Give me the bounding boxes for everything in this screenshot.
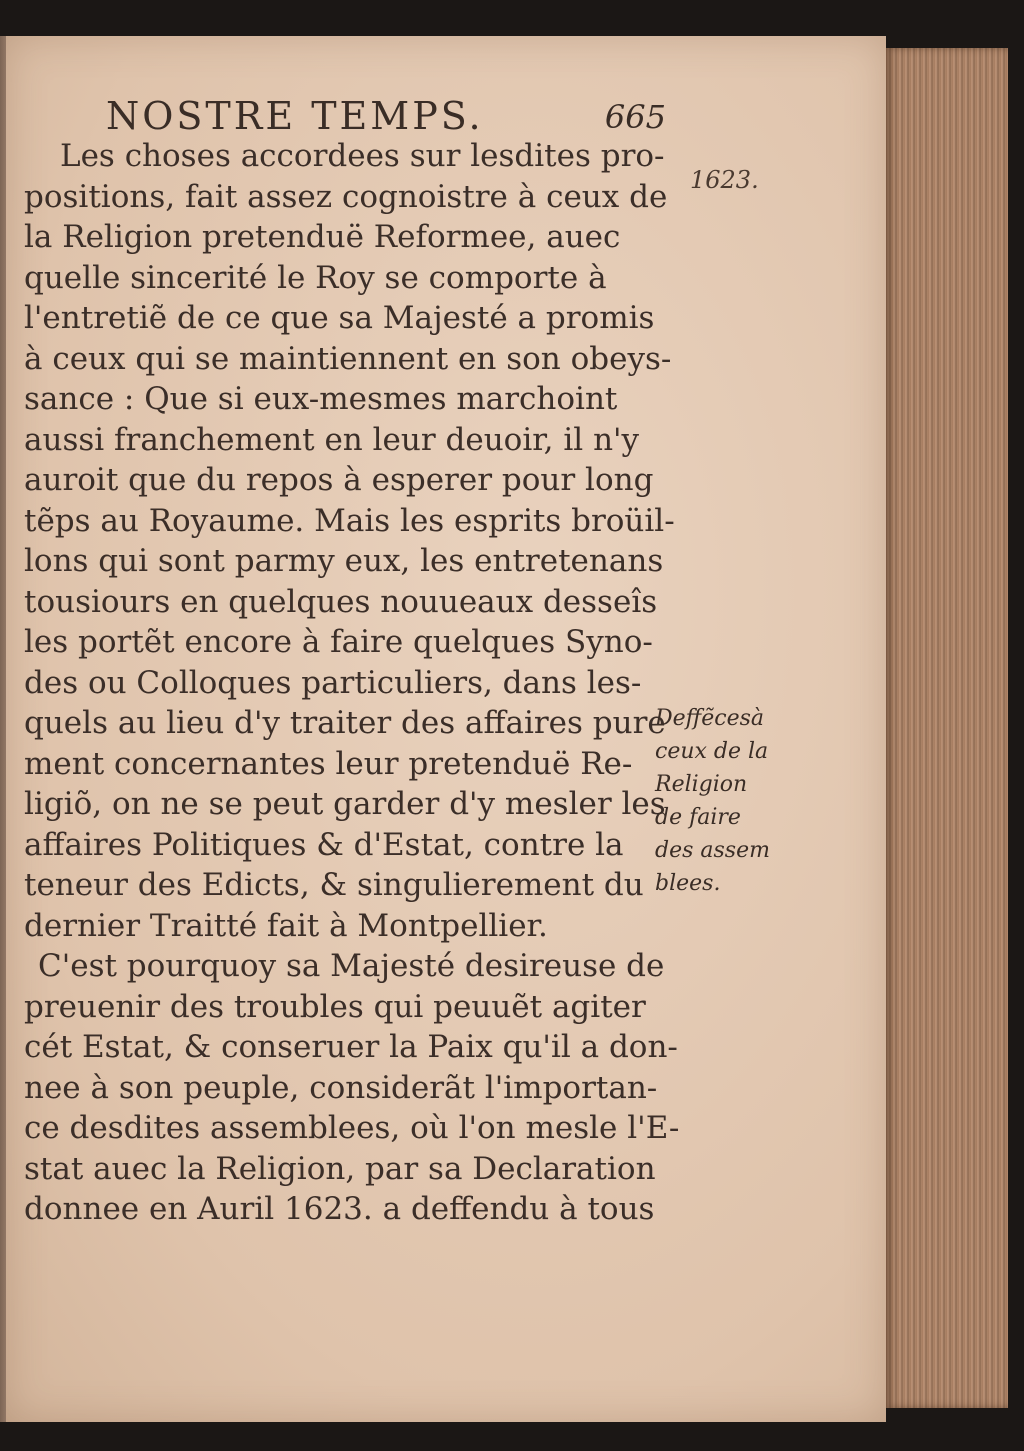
body-text xyxy=(24,136,684,1230)
margin-note xyxy=(655,702,795,900)
text-line: donnee en Auril 1623. a deffendu à tous xyxy=(24,1191,655,1227)
text-line: à ceux qui se maintiennent en son obeys- xyxy=(24,340,672,377)
text-line: auroit que du repos à esperer pour long xyxy=(24,462,654,498)
text-line: quelle sincerité le Roy se comporte à xyxy=(24,259,607,296)
running-title: NOSTRE TEMPS. xyxy=(106,94,484,138)
text-line: cét Estat, & conseruer la Paix qu'il a don- xyxy=(24,1029,678,1065)
text-line: tousiours en quelques nouueaux desseîs xyxy=(24,583,658,620)
text-line: des ou Colloques particuliers, dans les- xyxy=(24,664,642,701)
margin-note-line: Religion xyxy=(655,772,748,797)
text-line: quels au lieu d'y traiter des affaires pure xyxy=(24,705,666,741)
text-line: dernier Traitté fait à Montpellier. xyxy=(24,907,548,944)
text-line: stat auec la Religion, par sa Declaration xyxy=(24,1150,656,1187)
text-line: ligiõ, on ne se peut garder d'y mesler les xyxy=(24,786,666,822)
page-fore-edge xyxy=(886,48,1008,1408)
margin-note-line: de faire xyxy=(655,805,741,830)
text-line: C'est pourquoy sa Majesté desireuse de xyxy=(38,948,665,984)
text-line: teneur des Edicts, & singulierement du xyxy=(24,867,644,903)
margin-note-line: blees. xyxy=(655,871,721,896)
text-line: ce desdites assemblees, où l'on mesle l'E- xyxy=(24,1110,680,1146)
text-line: nee à son peuple, considerãt l'importan- xyxy=(24,1069,658,1106)
text-line: ment concernantes leur pretenduë Re- xyxy=(24,745,633,782)
text-line: la Religion pretenduë Reformee, auec xyxy=(24,219,621,255)
text-line: positions, fait assez cognoistre à ceux de xyxy=(24,178,668,215)
text-line: affaires Politiques & d'Estat, contre la xyxy=(24,826,624,863)
text-line: les portẽt encore à faire quelques Syno- xyxy=(24,624,653,660)
text-line: aussi franchement en leur deuoir, il n'y xyxy=(24,421,640,458)
text-line: preuenir des troubles qui peuuẽt agiter xyxy=(24,988,646,1025)
text-line: tẽps au Royaume. Mais les esprits broüil- xyxy=(24,502,675,539)
text-line: sance : Que si eux-mesmes marchoint xyxy=(24,381,618,417)
margin-year: 1623. xyxy=(690,166,759,194)
margin-note-line: ceux de la xyxy=(655,739,769,764)
text-line: l'entretiẽ de ce que sa Majesté a promis xyxy=(24,300,655,336)
margin-note-line: Deffẽcesà xyxy=(655,706,765,731)
text-line: Les choses accordees sur lesdites pro- xyxy=(60,138,665,174)
page-number: 665 xyxy=(604,98,666,136)
margin-note-line: des assem xyxy=(655,838,770,863)
text-line: lons qui sont parmy eux, les entretenans xyxy=(24,543,664,579)
